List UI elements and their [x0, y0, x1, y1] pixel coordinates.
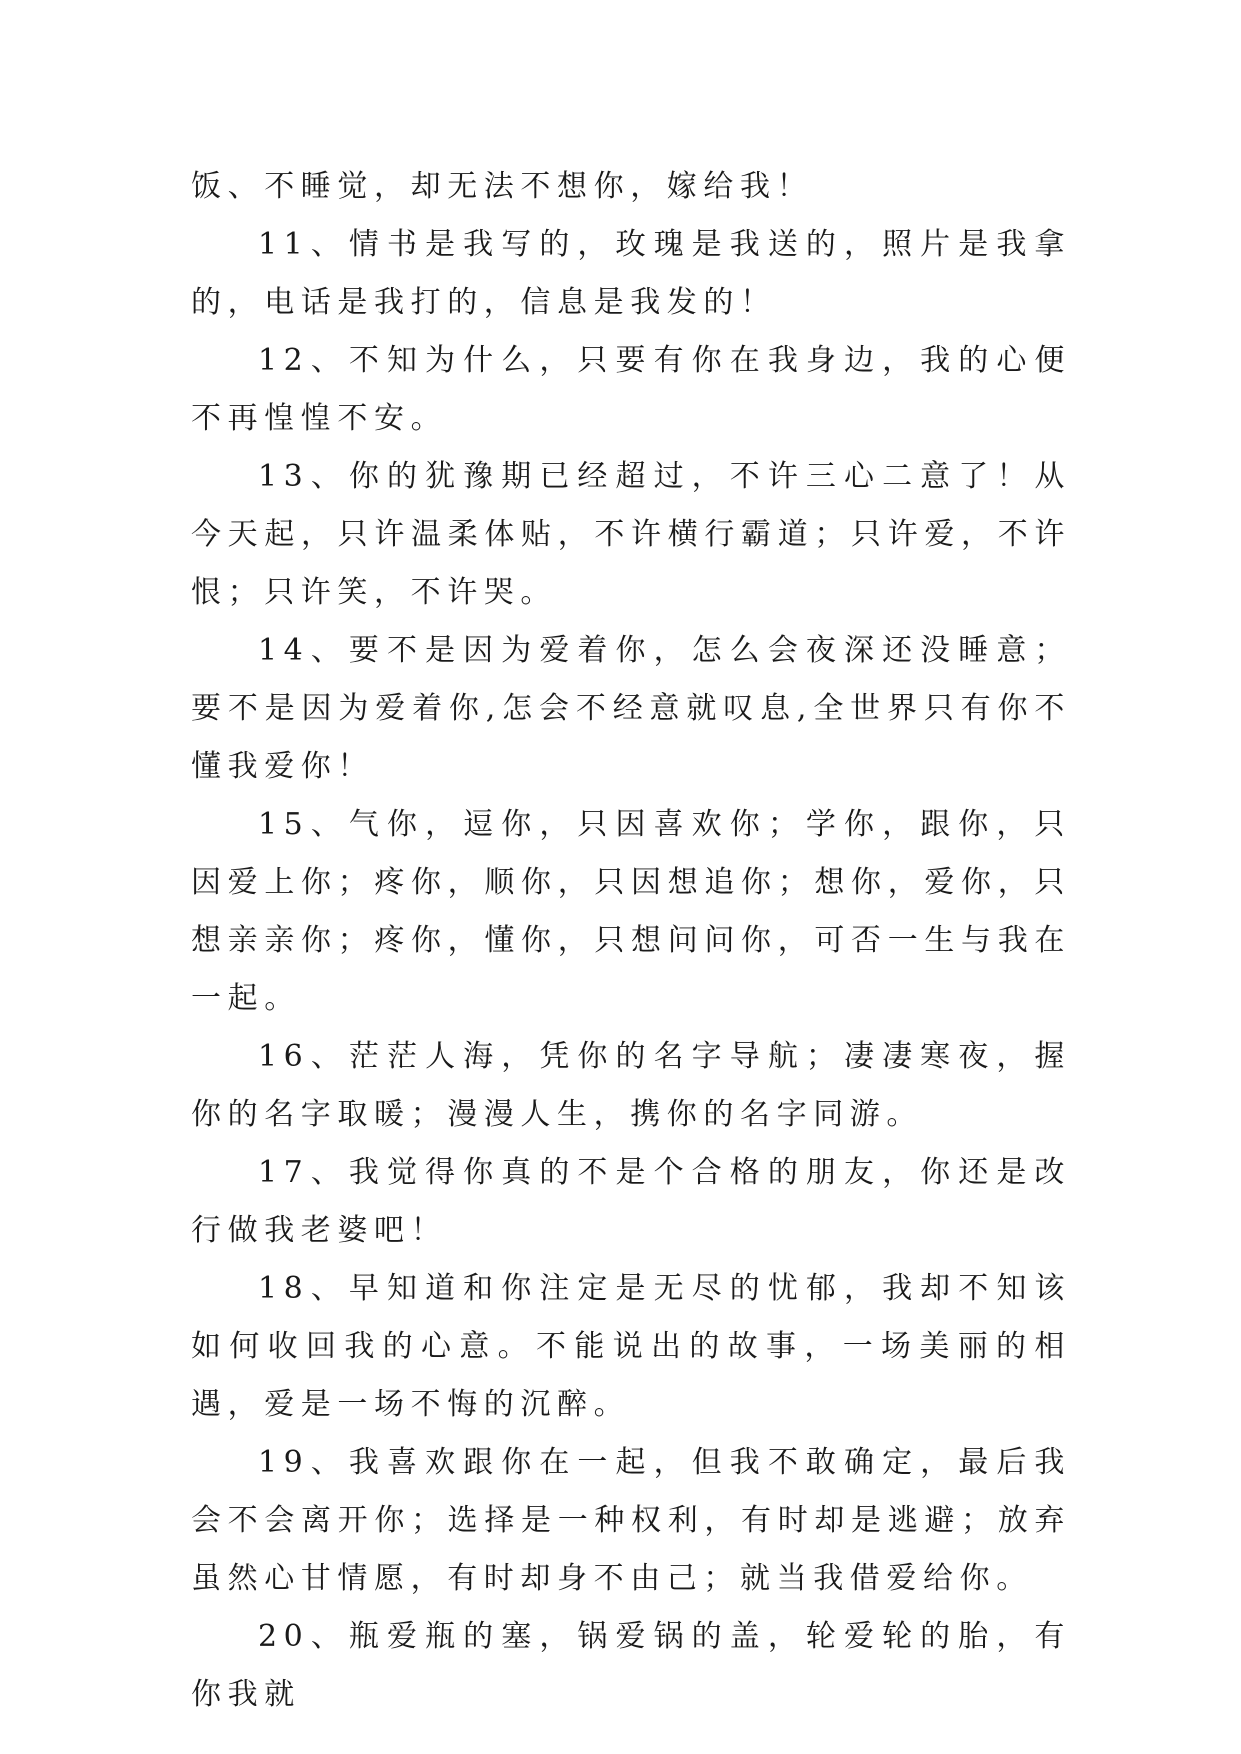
paragraph-item-17: 17、我觉得你真的不是个合格的朋友，你还是改行做我老婆吧！ — [191, 1155, 1071, 1248]
paragraph-item-13: 13、你的犹豫期已经超过，不许三心二意了！从今天起，只许温柔体贴，不许横行霸道；只许爱，不许恨；只许笑，不许哭。 — [191, 459, 1071, 610]
paragraph-item-16: 16、茫茫人海，凭你的名字导航；凄凄寒夜，握你的名字取暖；漫漫人生，携你的名字同游。 — [191, 1039, 1071, 1132]
paragraph-item-15: 15、气你，逗你，只因喜欢你；学你，跟你，只因爱上你；疼你，顺你，只因想追你；想你，爱你，只想亲亲你；疼你，懂你，只想问问你，可否一生与我在一起。 — [191, 807, 1071, 1016]
paragraph-item-14: 14、要不是因为爱着你，怎么会夜深还没睡意；要不是因为爱着你,怎会不经意就叹息,全世界只有你不懂我爱你！ — [191, 633, 1071, 784]
paragraph-item-11: 11、情书是我写的，玫瑰是我送的，照片是我拿的，电话是我打的，信息是我发的！ — [191, 227, 1071, 320]
paragraph-item-12: 12、不知为什么，只要有你在我身边，我的心便不再惶惶不安。 — [191, 343, 1071, 436]
paragraph-item-18: 18、早知道和你注定是无尽的忧郁，我却不知该如何收回我的心意。不能说出的故事，一场美丽的相遇，爱是一场不悔的沉醉。 — [191, 1271, 1071, 1422]
paragraph-continuation: 饭、不睡觉，却无法不想你，嫁给我！ — [191, 169, 814, 204]
paragraph-item-20: 20、瓶爱瓶的塞，锅爱锅的盖，轮爱轮的胎，有你我就 — [191, 1619, 1071, 1712]
document-body — [191, 158, 1071, 1724]
paragraph-item-19: 19、我喜欢跟你在一起，但我不敢确定，最后我会不会离开你；选择是一种权利，有时却是逃避；放弃虽然心甘情愿，有时却身不由己；就当我借爱给你。 — [191, 1445, 1071, 1596]
